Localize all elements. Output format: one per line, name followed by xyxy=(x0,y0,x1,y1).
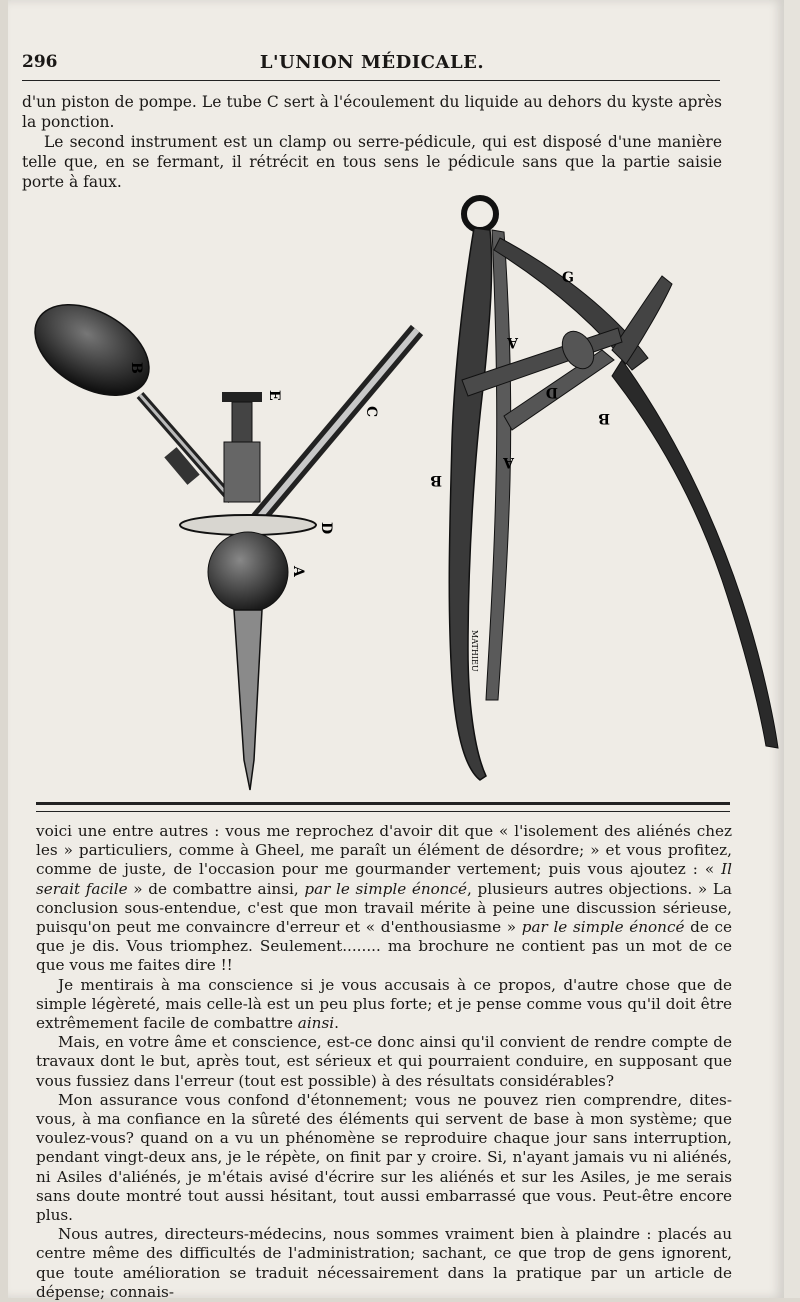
bottom-text-block xyxy=(36,822,732,1302)
page-number: 296 xyxy=(22,52,58,72)
top-text-block xyxy=(22,92,722,192)
running-title: L'UNION MÉDICALE. xyxy=(259,52,485,73)
clamp-label-b-left: B xyxy=(430,472,442,488)
trocar-sphere xyxy=(208,532,288,612)
paragraph-assurance: Mon assurance vous confond d'étonnement; vous ne pouvez rien comprendre, dites-vous, à ma confiance en la sûreté des éléments qui servent de base à mon système; que voulez-vous? quand on a vu un phénomène se reproduire chaque jour sans interruption, pendant vingt-deux ans, je le répète, on finit par y croire. Si, n'ayant jamais vu ni aliénés, ni Asiles d'aliénés, je m'étais avisé d'écrire sur les aliénés et sur les Asiles, je me serais sans doute montré tout aussi hésitant, tout aussi embarrassé que vous. Peut-être encore plus. xyxy=(36,1090,732,1225)
trocar-label-d: D xyxy=(318,522,334,535)
paragraph-ame: Mais, en votre âme et conscience, est-ce donc ainsi qu'il convient de rendre compte de travaux dont le but, après tout, est sérieux et qui pourraient conduire, en supposant que vous fussiez dans l'erreur (tout est possible) à des résultats considérables? xyxy=(36,1033,732,1090)
page-edge xyxy=(784,0,800,1298)
clamp-label-g: G xyxy=(562,270,574,286)
section-double-rule xyxy=(36,802,730,812)
clamp-left-blade xyxy=(449,228,491,780)
paragraph-conscience: Je mentirais à ma conscience si je vous accusais à ce propos, d'autre chose que de simple légèreté, mais celle-là est un peu plus forte; et je pense comme vous qu'il doit être extrêmement facile de combattre ainsi. xyxy=(36,975,732,1033)
header-rule xyxy=(22,80,720,81)
paragraph-clamp: Le second instrument est un clamp ou serre-pédicule, qui est disposé d'une manière telle que, en se fermant, il rétrécit en tous sens le pédicule sans que la partie saisie porte à faux. xyxy=(22,133,722,191)
maker-stamp: MATHIEU xyxy=(470,630,479,672)
valve-cap xyxy=(222,392,262,402)
clamp-label-d: D xyxy=(545,384,558,400)
trocar-cannula xyxy=(234,610,262,790)
instruments-illustration xyxy=(22,180,782,800)
paragraph-piston: d'un piston de pompe. Le tube C sert à l'écoulement du liquide au dehors du kyste après la ponction. xyxy=(22,93,722,131)
paragraph-reproach: voici une entre autres : vous me reprochez d'avoir dit que « l'isolement des aliénés chez les » particuliers, comme à Gheel, me paraît un élément de désordre; » et vous profitez, comme de juste, de l'occasion pour me gourmander vertement; puis vous ajoutez : « Il serait facile » de combattre ainsi, par le simple énoncé, plusieurs autres objections. » La conclusion sous-entendue, c'est que mon travail mérite à peine une discussion sérieuse, puisqu'on peut me convaincre d'erreur et « d'enthousiasme » par le simple énoncé de ce que je dis. Vous triomphez. Seulement........ ma brochure ne contient pas un mot de ce que vous me faites dire !! xyxy=(36,822,733,975)
page-header xyxy=(22,52,722,78)
trocar-label-a: A xyxy=(290,566,306,577)
clamp-curved-handle xyxy=(612,360,778,748)
trocar-apparatus xyxy=(22,286,417,790)
clamp-label-b-right: B xyxy=(598,410,610,426)
surgical-instruments-figure xyxy=(22,180,782,800)
pedicle-clamp xyxy=(430,198,778,780)
clamp-label-a-upper: A xyxy=(507,334,518,350)
paragraph-directeurs: Nous autres, directeurs-médecins, nous sommes vraiment bien à plaindre : placés au centre même des difficultés de l'administration; sachant, ce que trop de gens ignorent, que toute amélioration se traduit nécessairement dans la pratique par un article de dépense; connais- xyxy=(36,1225,732,1301)
trocar-label-c: C xyxy=(363,406,379,418)
clamp-pivot-ring xyxy=(464,198,496,230)
trocar-label-e: E xyxy=(266,390,282,401)
trocar-label-b: B xyxy=(128,362,144,374)
clamp-label-a-lower: A xyxy=(503,454,514,470)
